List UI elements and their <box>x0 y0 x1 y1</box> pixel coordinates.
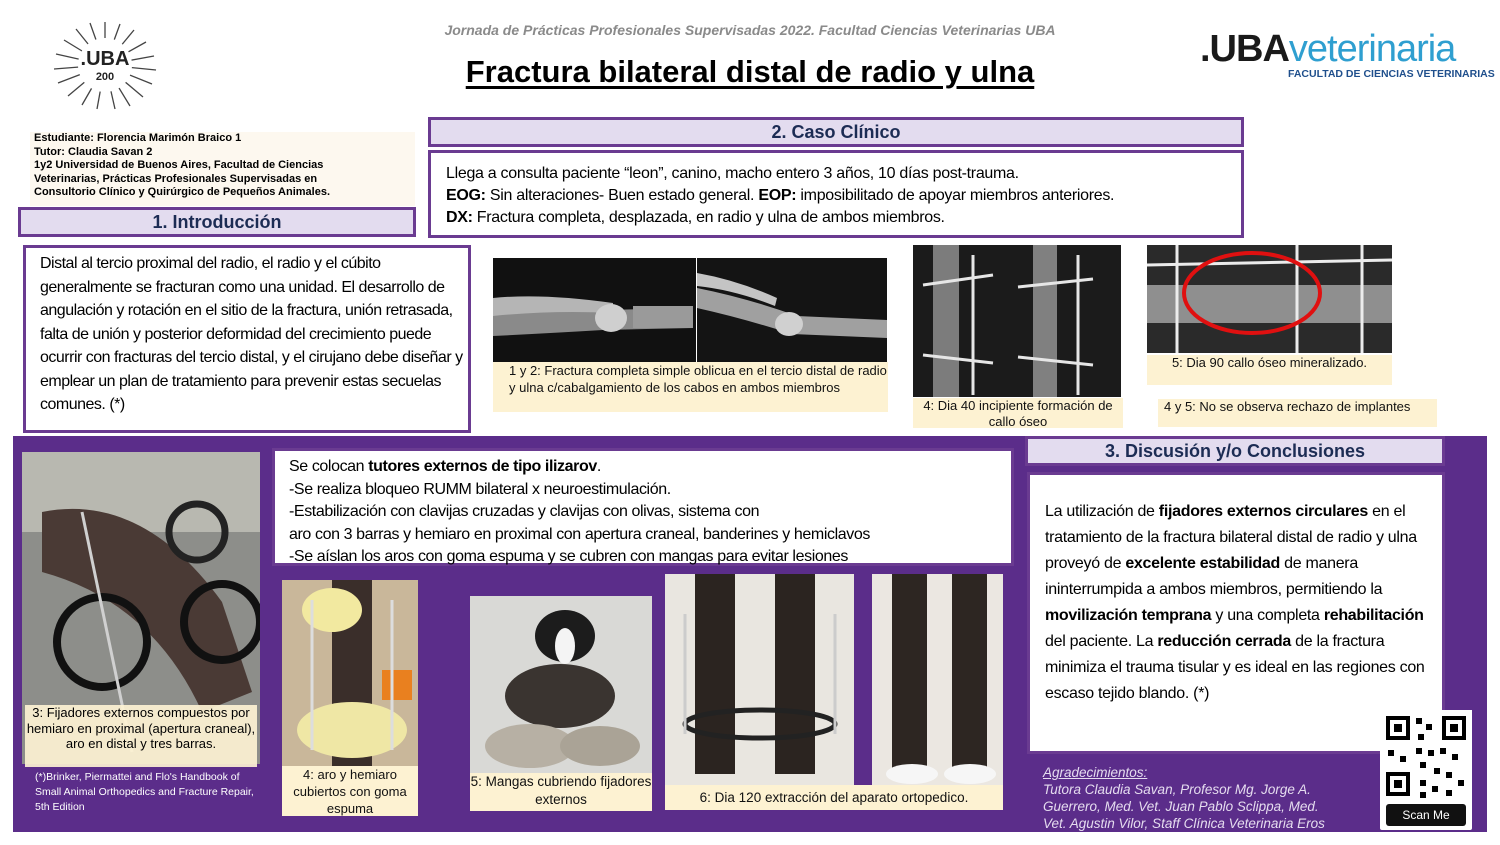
tutores-line: -Se realiza bloqueo RUMM bilateral x neuroestimulación. <box>289 480 671 498</box>
agradecimientos-title: Agradecimientos: <box>1043 765 1148 780</box>
ubavet-subtitle: FACULTAD DE CIENCIAS VETERINARIAS <box>1288 68 1495 80</box>
qr-code-icon <box>1380 710 1472 802</box>
tutor-line: Tutor: Claudia Savan 2 <box>34 145 153 158</box>
xray-image-dia90 <box>1147 245 1392 353</box>
photo-dia120-b <box>872 574 1003 785</box>
section-heading-discusion: 3. Discusión y/o Conclusiones <box>1025 436 1445 466</box>
tutores-box: Se colocan tutores externos de tipo ilizarov. -Se realiza bloqueo RUMM bilateral x neuroestimulación. -Estabilización con clavijas cruzadas y clavijas con olivas, sistema con aro con 3 barras y hemiaro en proximal con apertura craneal, banderines y hemiclavos -Se aíslan los aros con goma espuma y se cubren con mangas para evitar lesiones <box>272 448 1014 566</box>
caption-dia40: 4: Dia 40 incipiente formación de callo óseo <box>913 398 1123 428</box>
caption-xray: 1 y 2: Fractura completa simple oblicua en el tercio distal de radio y ulna c/cabalgamiento de los cabos en ambos miembros <box>493 362 888 412</box>
tutores-line: -Estabilización con clavijas cruzadas y clavijas con olivas, sistema con <box>289 503 760 520</box>
tutores-line: aro con 3 barras y hemiaro en proximal con apertura craneal, banderines y hemiclavos <box>289 525 870 543</box>
affiliation-line: Veterinarias, Prácticas Profesionales Supervisadas en <box>34 172 318 185</box>
uba-200-logo <box>50 20 160 110</box>
photo-mangas <box>470 596 652 773</box>
student-info <box>30 132 415 206</box>
uba-veterinaria-logo <box>1200 28 1495 80</box>
xray-image-dia40 <box>913 245 1121 397</box>
caption-dia120: 6: Dia 120 extracción del aparato ortopedico. <box>665 785 1003 810</box>
section-heading-intro: 1. Introducción <box>18 207 416 237</box>
caption-aro: 4: aro y hemiaro cubiertos con goma espuma <box>282 766 418 816</box>
scan-me-label: Scan Me <box>1386 804 1466 826</box>
caption-mangas: 5: Mangas cubriendo fijadores externos <box>470 773 652 811</box>
affiliation-line: 1y2 Universidad de Buenos Aires, Facultad de Ciencias <box>34 159 324 171</box>
poster-title: Fractura bilateral distal de radio y ulna <box>465 54 1035 89</box>
dx-label: DX: <box>446 209 473 226</box>
caption-rechazo: 4 y 5: No se observa rechazo de implantes <box>1158 399 1437 427</box>
eog-label: EOG: <box>446 187 486 204</box>
section-heading-caso: 2. Caso Clínico <box>428 117 1244 147</box>
event-subtitle: Jornada de Prácticas Profesionales Supervisadas 2022. Facultad Ciencias Veterinarias UBA <box>444 22 1056 38</box>
qr-code[interactable] <box>1380 710 1472 830</box>
intro-text: Distal al tercio proximal del radio, el radio y el cúbito generalmente se fracturan como una unidad. El desarrollo de angulación y rotación en el sitio de la fractura, unión retrasada, falta de unión y posterior deformidad del crecimiento puede ocurrir con fracturas del tercio distal, y el cirujano debe diseñar y emplear un plan de tratamiento para prevenir estas secuelas comunes. (*) <box>23 245 471 433</box>
caso-line: Llega a consulta paciente “leon”, canino, macho entero 3 años, 10 días post-trauma. <box>446 165 1019 182</box>
caso-clinico-box: Llega a consulta paciente “leon”, canino, macho entero 3 años, 10 días post-trauma. EOG: Sin alteraciones- Buen estado general. EOP: imposibilitado de apoyar miembros anteriores. DX: Fractura completa, desplazada, en radio y ulna de ambos miembros. <box>428 150 1244 238</box>
xray-image-2 <box>697 258 887 362</box>
affiliation-line: Consultorio Clínico y Quirúrgico de Pequeños Animales. <box>34 186 331 198</box>
reference-citation: (*)Brinker, Piermattei and Flo's Handbook of Small Animal Orthopedics and Fracture Repair, 5th Edition <box>35 771 254 813</box>
uba-logo-text: .UBA <box>80 48 130 70</box>
uba-logo-number: 200 <box>95 71 115 83</box>
xray-image-1 <box>493 258 696 362</box>
ubavet-suffix: veterinaria <box>1288 28 1456 70</box>
ubavet-prefix: .UBA <box>1200 28 1289 70</box>
discusion-box: La utilización de fijadores externos circulares en el tratamiento de la fractura bilateral distal de radio y ulna proveyó de excelente estabilidad de manera ininterrumpida a ambos miembros, permitiendo la movilización temprana y una completa rehabilitación del paciente. La reducción cerrada de la fractura minimiza el trauma tisular y es ideal en las regiones con escaso tejido blando. (*) <box>1027 472 1445 754</box>
photo-aro-hemiaro <box>282 580 418 766</box>
eop-label: EOP: <box>758 187 797 204</box>
tutores-line: -Se aíslan los aros con goma espuma y se cubren con mangas para evitar lesiones <box>289 548 848 565</box>
tutores-bold: tutores externos de tipo ilizarov <box>368 458 597 475</box>
photo-dia120-a <box>665 574 854 785</box>
student-line: Estudiante: Florencia Marimón Braico 1 <box>34 132 242 144</box>
caption-fijadores: 3: Fijadores externos compuestos por hemiaro en proximal (apertura craneal), aro en distal y tres barras. <box>25 705 257 767</box>
caption-dia90: 5: Dia 90 callo óseo mineralizado. <box>1147 355 1392 385</box>
agradecimientos-text: Tutora Claudia Savan, Profesor Mg. Jorge A. Guerrero, Med. Vet. Juan Pablo Sclippa, Med. Vet. Agustin Vilor, Staff Clínica Veterinaria Eros <box>1043 782 1325 831</box>
agradecimientos <box>1043 764 1343 832</box>
